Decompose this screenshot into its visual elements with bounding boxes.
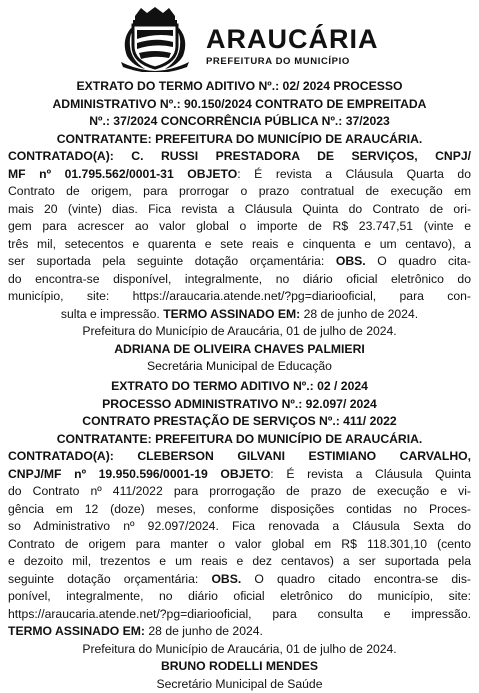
notice-body-line: três mil, setecentos e quarenta e sete reais e cinquenta e um centavo), a	[8, 236, 471, 254]
signer-name: BRUNO RODELLI MENDES	[8, 658, 471, 676]
brand-subtitle: PREFEITURA DO MUNICÍPIO	[206, 56, 350, 67]
obs-label: OBS.	[211, 572, 241, 586]
notice-body-line: https://araucaria.atende.net/?pg=diariooficial, para consulta e impressão.	[8, 606, 471, 624]
notice-body-line	[8, 253, 471, 271]
notice-title-line: Nº.: 37/2024 CONCORRÊNCIA PÚBLICA Nº.: 37/2023	[8, 113, 471, 131]
notice-body-line: e dezoito mil, trezentos e um reais e dez centavos) a ser suportada pela	[8, 553, 471, 571]
notice-body-line	[8, 166, 471, 184]
brand-name: ARAUCÁRIA	[206, 26, 379, 53]
notice-body-line: mais 20 (vinte) dias. Fica revista a Cláusula Quinta do Contrato de ori-	[8, 201, 471, 219]
notice-contratado-line: CONTRATADO(A): CLEBERSON GILVANI ESTIMIANO CARVALHO,	[8, 448, 471, 466]
signed-date: 28 de junho de 2024.	[300, 307, 418, 321]
notice-body-line: so Administrativo nº 92.097/2024. Fica renovada a Cláusula Sexta do	[8, 518, 471, 536]
cnpj-objeto-label: MF nº 01.795.562/0001-31 OBJETO	[8, 167, 237, 181]
notice-title-line: ADMINISTRATIVO Nº.: 90.150/2024 CONTRATO DE EMPREITADA	[8, 96, 471, 114]
notice-body-line: ponível, integralmente, no diário oficial eletrônico do município, site:	[8, 588, 471, 606]
notice-body-line: do Contrato nº 411/2022 para prorrogação de prazo de execução e vi-	[8, 483, 471, 501]
body-text: : É revista a Cláusula Quinta	[270, 467, 471, 481]
signed-label: TERMO ASSINADO EM:	[163, 307, 300, 321]
notice-title-line: EXTRATO DO TERMO ADITIVO Nº.: 02/ 2024 PROCESSO	[8, 78, 471, 96]
notice-contratado-line: CONTRATADO(A): C. RUSSI PRESTADORA DE SERVIÇOS, CNPJ/	[8, 148, 471, 166]
notice-body-line	[8, 571, 471, 589]
signer-role: Secretária Municipal de Educação	[8, 358, 471, 376]
notice-education	[8, 78, 471, 376]
notice-body-line: Contrato de origem para manter o valor global em R$ 118.301,10 (cento	[8, 536, 471, 554]
notice-title-line: CONTRATO PRESTAÇÃO DE SERVIÇOS Nº.: 411/ 2022	[8, 413, 471, 431]
notice-body-line: município, site: https://araucaria.atende.net/?pg=diariooficial, para con-	[8, 288, 471, 306]
signer-role: Secretário Municipal de Saúde	[8, 676, 471, 693]
body-text: ser suportada pela seguinte dotação orçamentária:	[8, 254, 336, 268]
notice-body-line: Contrato de origem, para prorrogar o prazo contratual de execução em	[8, 183, 471, 201]
notice-body-line: gência em 12 (doze) meses, conforme disposições contidas no Proces-	[8, 501, 471, 519]
body-text: sulta e impressão.	[61, 307, 163, 321]
obs-label: OBS.	[336, 254, 366, 268]
cnpj-objeto-label: CNPJ/MF nº 19.950.596/0001-19 OBJETO	[8, 467, 270, 481]
notice-title-line: PROCESSO ADMINISTRATIVO Nº.: 92.097/ 2024	[8, 396, 471, 414]
header	[0, 6, 479, 72]
notice-title-line: EXTRATO DO TERMO ADITIVO Nº.: 02 / 2024	[8, 378, 471, 396]
signer-name: ADRIANA DE OLIVEIRA CHAVES PALMIERI	[8, 341, 471, 359]
notice-body-line: gem para acrescer ao valor global o importe de R$ 23.747,51 (vinte e	[8, 218, 471, 236]
notice-contratante-line: CONTRATANTE: PREFEITURA DO MUNICÍPIO DE ARAUCÁRIA.	[8, 431, 471, 449]
signed-label: TERMO ASSINADO EM:	[8, 624, 145, 638]
notice-signed-line	[8, 623, 471, 641]
place-date: Prefeitura do Município de Araucária, 01 de julho de 2024.	[8, 323, 471, 341]
body-text: : É revista a Cláusula Quarta do	[237, 167, 471, 181]
signed-date: 28 de junho de 2024.	[145, 624, 263, 638]
coat-of-arms-logo	[117, 6, 193, 72]
notice-signed-line	[8, 306, 471, 324]
notice-contratante-line: CONTRATANTE: PREFEITURA DO MUNICÍPIO DE ARAUCÁRIA.	[8, 131, 471, 149]
notice-body-line: do encontra-se disponível, integralmente, no diário oficial eletrônico do	[8, 271, 471, 289]
notice-body-line	[8, 466, 471, 484]
body-text: O quadro cita-	[366, 254, 471, 268]
place-date: Prefeitura do Município de Araucária, 01 de julho de 2024.	[8, 641, 471, 659]
body-text: seguinte dotação orçamentária:	[8, 572, 211, 586]
notice-health	[8, 378, 471, 693]
body-text: O quadro citado encontra-se dis-	[241, 572, 471, 586]
